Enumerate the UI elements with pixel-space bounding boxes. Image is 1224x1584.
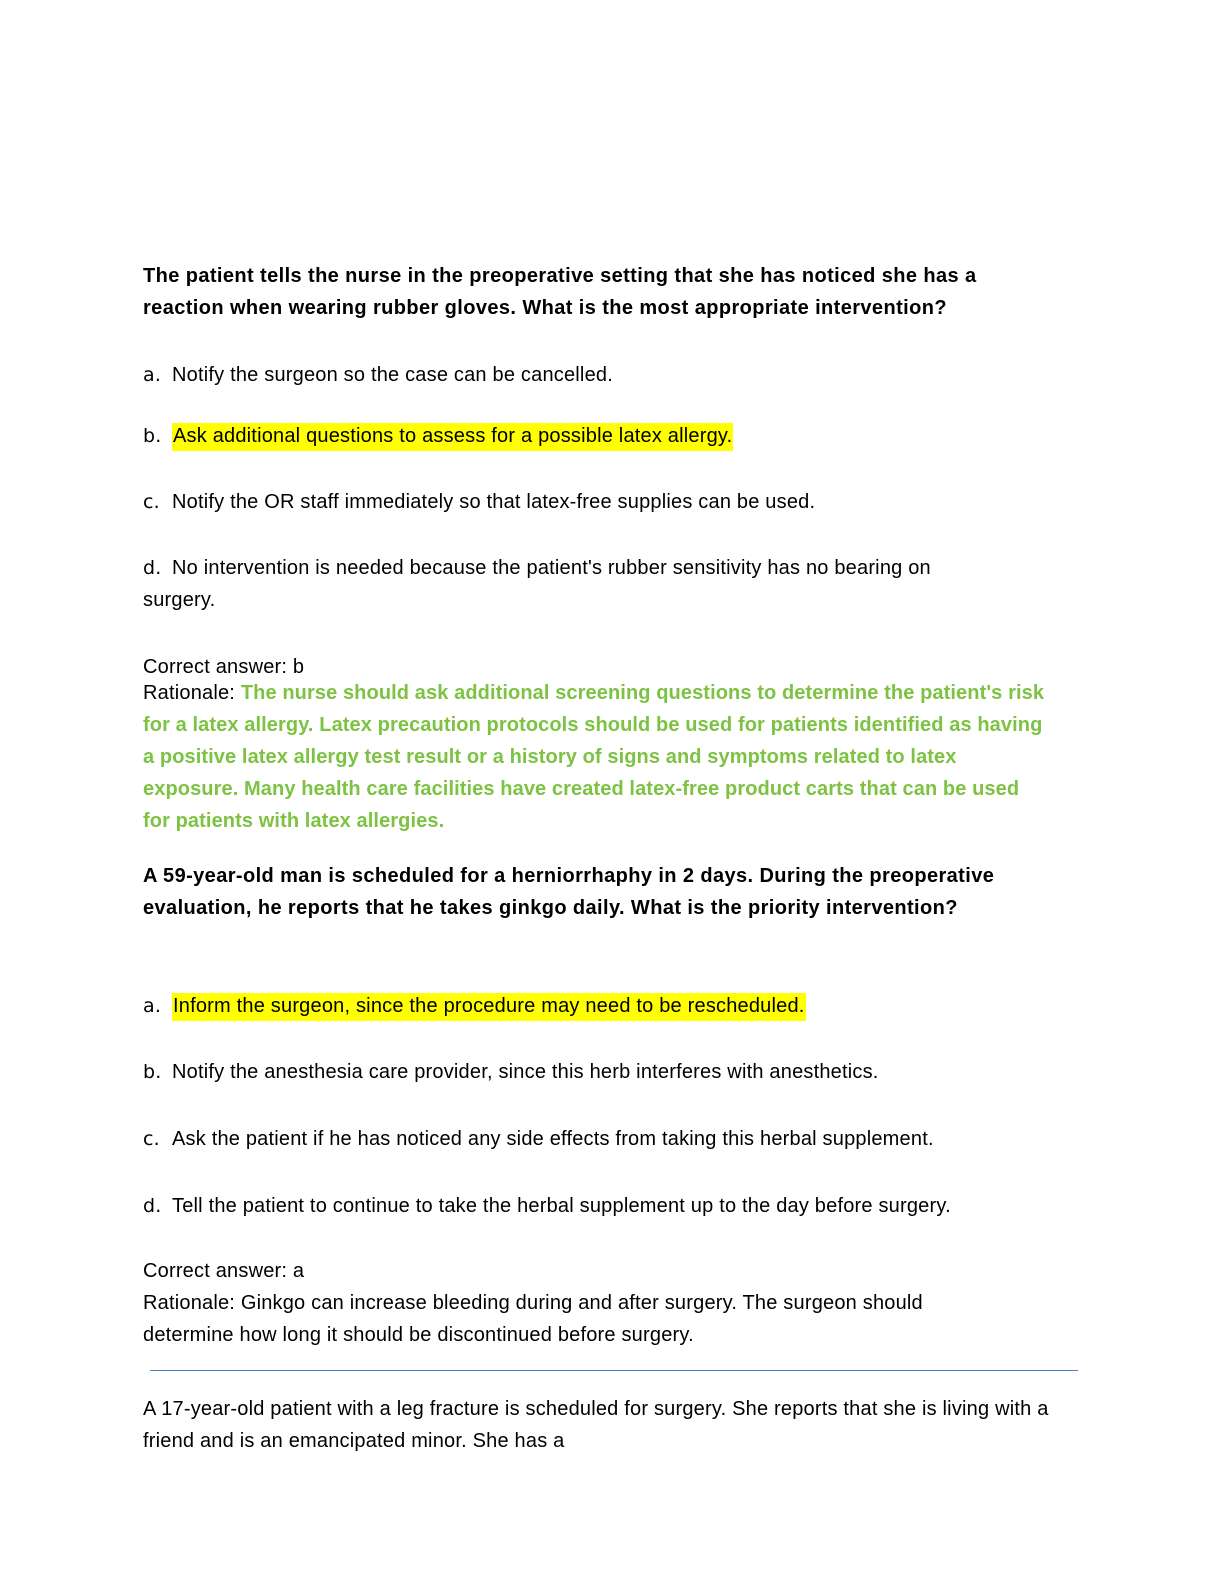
q1-option-c-text: Notify the OR staff immediately so that latex-free supplies can be used. [172, 491, 816, 513]
q2-option-c-letter: c. [143, 1128, 160, 1150]
q1-correct-answer: Correct answer: b [143, 656, 305, 678]
q1-option-c [143, 486, 1063, 518]
q2-option-a-text-highlighted: Inform the surgeon, since the procedure may need to be rescheduled. [172, 993, 806, 1021]
q1-rationale [143, 677, 1048, 837]
q1-option-d-text: No intervention is needed because the patient's rubber sensitivity has no bearing on surgery. [143, 557, 931, 611]
q2-option-d-text: Tell the patient to continue to take the herbal supplement up to the day before surgery. [172, 1195, 951, 1217]
question-1: The patient tells the nurse in the preoperative setting that she has noticed she has a reaction when wearing rubber gloves. What is the most appropriate intervention? [143, 265, 977, 319]
q2-option-c-text: Ask the patient if he has noticed any side effects from taking this herbal supplement. [172, 1128, 934, 1150]
section-divider [150, 1370, 1078, 1371]
q2-option-a [143, 990, 1063, 1022]
q1-option-b [143, 420, 1063, 452]
q1-option-a-text: Notify the surgeon so the case can be cancelled. [172, 364, 613, 386]
q2-option-c [143, 1123, 1063, 1155]
q2-option-a-letter: a. [143, 995, 162, 1017]
q1-option-d [143, 552, 1003, 616]
q1-option-a-letter: a. [143, 364, 162, 386]
q1-rationale-text: The nurse should ask additional screening questions to determine the patient's risk for a latex allergy. Latex precaution protocols should be used for patients identified as having a positive latex allergy test result or a history of signs and symptoms related to latex exposure. Many health care facilities have created latex-free product carts that can be used for patients with latex allergies. [143, 682, 1045, 832]
q2-option-d [143, 1190, 1063, 1222]
q1-option-c-letter: c. [143, 491, 160, 513]
question-2: A 59-year-old man is scheduled for a herniorrhaphy in 2 days. During the preoperative evaluation, he reports that he takes ginkgo daily. What is the priority intervention? [143, 865, 995, 919]
q2-option-d-letter: d. [143, 1195, 162, 1217]
q2-correct-answer: Correct answer: a [143, 1260, 305, 1282]
q2-rationale: Rationale: Ginkgo can increase bleeding during and after surgery. The surgeon should determine how long it should be discontinued before surgery. [143, 1292, 923, 1346]
q1-option-b-text-highlighted: Ask additional questions to assess for a possible latex allergy. [172, 423, 733, 451]
q2-option-b [143, 1056, 1063, 1088]
question-3: A 17-year-old patient with a leg fracture is scheduled for surgery. She reports that she is living with a friend and is an emancipated minor. She has a [143, 1398, 1049, 1452]
q1-option-d-letter: d. [143, 557, 162, 579]
q1-option-b-letter: b. [143, 425, 162, 447]
q1-rationale-label: Rationale: [143, 682, 241, 704]
q1-option-a [143, 359, 1063, 391]
q2-option-b-letter: b. [143, 1061, 162, 1083]
q2-option-b-text: Notify the anesthesia care provider, since this herb interferes with anesthetics. [172, 1061, 879, 1083]
